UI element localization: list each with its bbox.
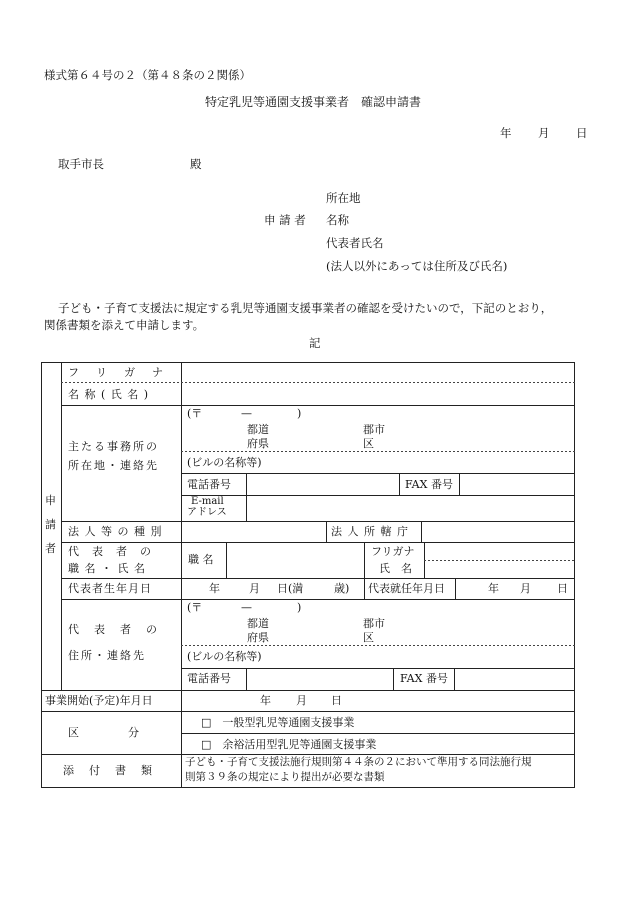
office-postal-suffix: ) xyxy=(297,407,302,420)
name-label: 名 称 ( 氏 名 ) xyxy=(68,388,150,401)
document-title: 特定乳児等通園支援事業者 確認申請書 xyxy=(205,95,422,109)
application-form-table xyxy=(41,362,575,788)
inauguration-day: 日 xyxy=(557,582,568,595)
date-month: 月 xyxy=(538,126,550,140)
category-option-surplus[interactable]: □ 余裕活用型乳児等通園支援事業 xyxy=(201,738,377,751)
applicant-rep-label: 代表者氏名 xyxy=(326,236,384,250)
rep-furigana-label: フリガナ xyxy=(371,545,415,558)
birth-year: 年 xyxy=(209,582,220,595)
office-fax-input[interactable] xyxy=(461,475,573,494)
rep-postal-prefix: (〒 xyxy=(187,601,203,614)
ki-label: 記 xyxy=(309,336,321,350)
rep-building-label: (ビルの名称等) xyxy=(187,650,262,663)
rep-shimei-label: 氏 名 xyxy=(379,562,412,575)
birth-day: 日(満 xyxy=(277,582,304,595)
rep-tel-label: 電話番号 xyxy=(187,672,231,685)
furigana-label: フ リ ガ ナ xyxy=(68,366,166,379)
office-pref-line2: 府県 xyxy=(247,437,269,450)
date-day: 日 xyxy=(576,126,588,140)
rep-fax-label: FAX 番号 xyxy=(400,672,448,685)
furigana-input[interactable] xyxy=(183,363,573,381)
side-label-3: 者 xyxy=(45,542,56,555)
birth-month: 月 xyxy=(249,582,260,595)
side-label-1: 申 xyxy=(45,494,56,507)
inauguration-label: 代表就任年月日 xyxy=(368,582,445,595)
office-email-input[interactable] xyxy=(248,497,573,520)
rep-postal-dash: — xyxy=(241,601,252,614)
office-label-line2: 所在地・連絡先 xyxy=(68,459,159,472)
attachments-label: 添 付 書 類 xyxy=(63,764,154,777)
corp-office-label: 法 人 所 轄 庁 xyxy=(331,525,409,538)
birth-age: 歳) xyxy=(334,582,350,595)
office-fax-label: FAX 番号 xyxy=(405,478,453,491)
office-city-line1: 郡市 xyxy=(363,423,385,436)
rep-tel-input[interactable] xyxy=(248,670,392,689)
office-email-label-line2: アドレス xyxy=(187,507,227,518)
attachments-text-line1: 子ども・子育て支援法施行規則第４４条の２において準用する同法施行規 xyxy=(185,756,532,768)
office-postal-dash: — xyxy=(241,407,252,420)
honorific: 殿 xyxy=(190,157,202,171)
rep-label-line2: 職 名 ・ 氏 名 xyxy=(68,562,146,575)
rep-pref-line1: 都道 xyxy=(247,617,269,630)
applicant-location-label: 所在地 xyxy=(326,191,361,205)
rep-fax-input[interactable] xyxy=(456,670,573,689)
start-day: 日 xyxy=(331,694,342,707)
start-date-label: 事業開始(予定)年月日 xyxy=(45,694,153,707)
corp-type-label: 法 人 等 の 種 別 xyxy=(68,525,163,538)
rep-label-line1: 代 表 者 の xyxy=(68,545,152,558)
office-tel-input[interactable] xyxy=(248,475,398,494)
body-text-line2: 関係書類を添えて申請します。 xyxy=(44,318,205,332)
name-input[interactable] xyxy=(183,384,573,404)
applicant-label: 申 請 者 xyxy=(264,213,306,227)
side-label-2: 請 xyxy=(45,518,56,531)
office-city-line2: 区 xyxy=(363,437,374,450)
category-option-general[interactable]: □ 一般型乳児等通園支援事業 xyxy=(201,716,355,729)
rep-position-label: 職 名 xyxy=(188,553,214,566)
office-email-label-line1: E-mail xyxy=(191,496,224,507)
office-pref-line1: 都道 xyxy=(247,423,269,436)
office-postal-prefix: (〒 xyxy=(187,407,203,420)
rep-city-line1: 郡市 xyxy=(363,617,385,630)
rep-birth-label: 代表者生年月日 xyxy=(68,582,152,595)
inauguration-year: 年 xyxy=(488,582,499,595)
rep-addr-label-line1: 代 表 者 の xyxy=(68,623,159,636)
office-tel-label: 電話番号 xyxy=(187,478,231,491)
form-number: 様式第６４号の２（第４８条の２関係） xyxy=(44,68,251,82)
body-text-line1: 子ども・子育て支援法に規定する乳児等通園支援事業者の確認を受けたいので，下記のとおり， xyxy=(58,301,553,315)
office-building-label: (ビルの名称等) xyxy=(187,456,262,469)
rep-pref-line2: 府県 xyxy=(247,631,269,644)
rep-addr-label-line2: 住所・連絡先 xyxy=(68,649,146,662)
rep-city-line2: 区 xyxy=(363,631,374,644)
office-label-line1: 主たる事務所の xyxy=(68,440,159,453)
date-year: 年 xyxy=(500,126,512,140)
applicant-note: (法人以外にあっては住所及び氏名) xyxy=(326,259,508,273)
inauguration-month: 月 xyxy=(520,582,531,595)
attachments-text-line2: 則第３９条の規定により提出が必要な書類 xyxy=(185,771,385,783)
addressee: 取手市長 xyxy=(58,157,104,171)
category-label: 区 分 xyxy=(68,726,143,739)
start-year: 年 xyxy=(260,694,271,707)
rep-postal-suffix: ) xyxy=(297,601,302,614)
applicant-name-label: 名称 xyxy=(326,213,349,227)
start-month: 月 xyxy=(296,694,307,707)
